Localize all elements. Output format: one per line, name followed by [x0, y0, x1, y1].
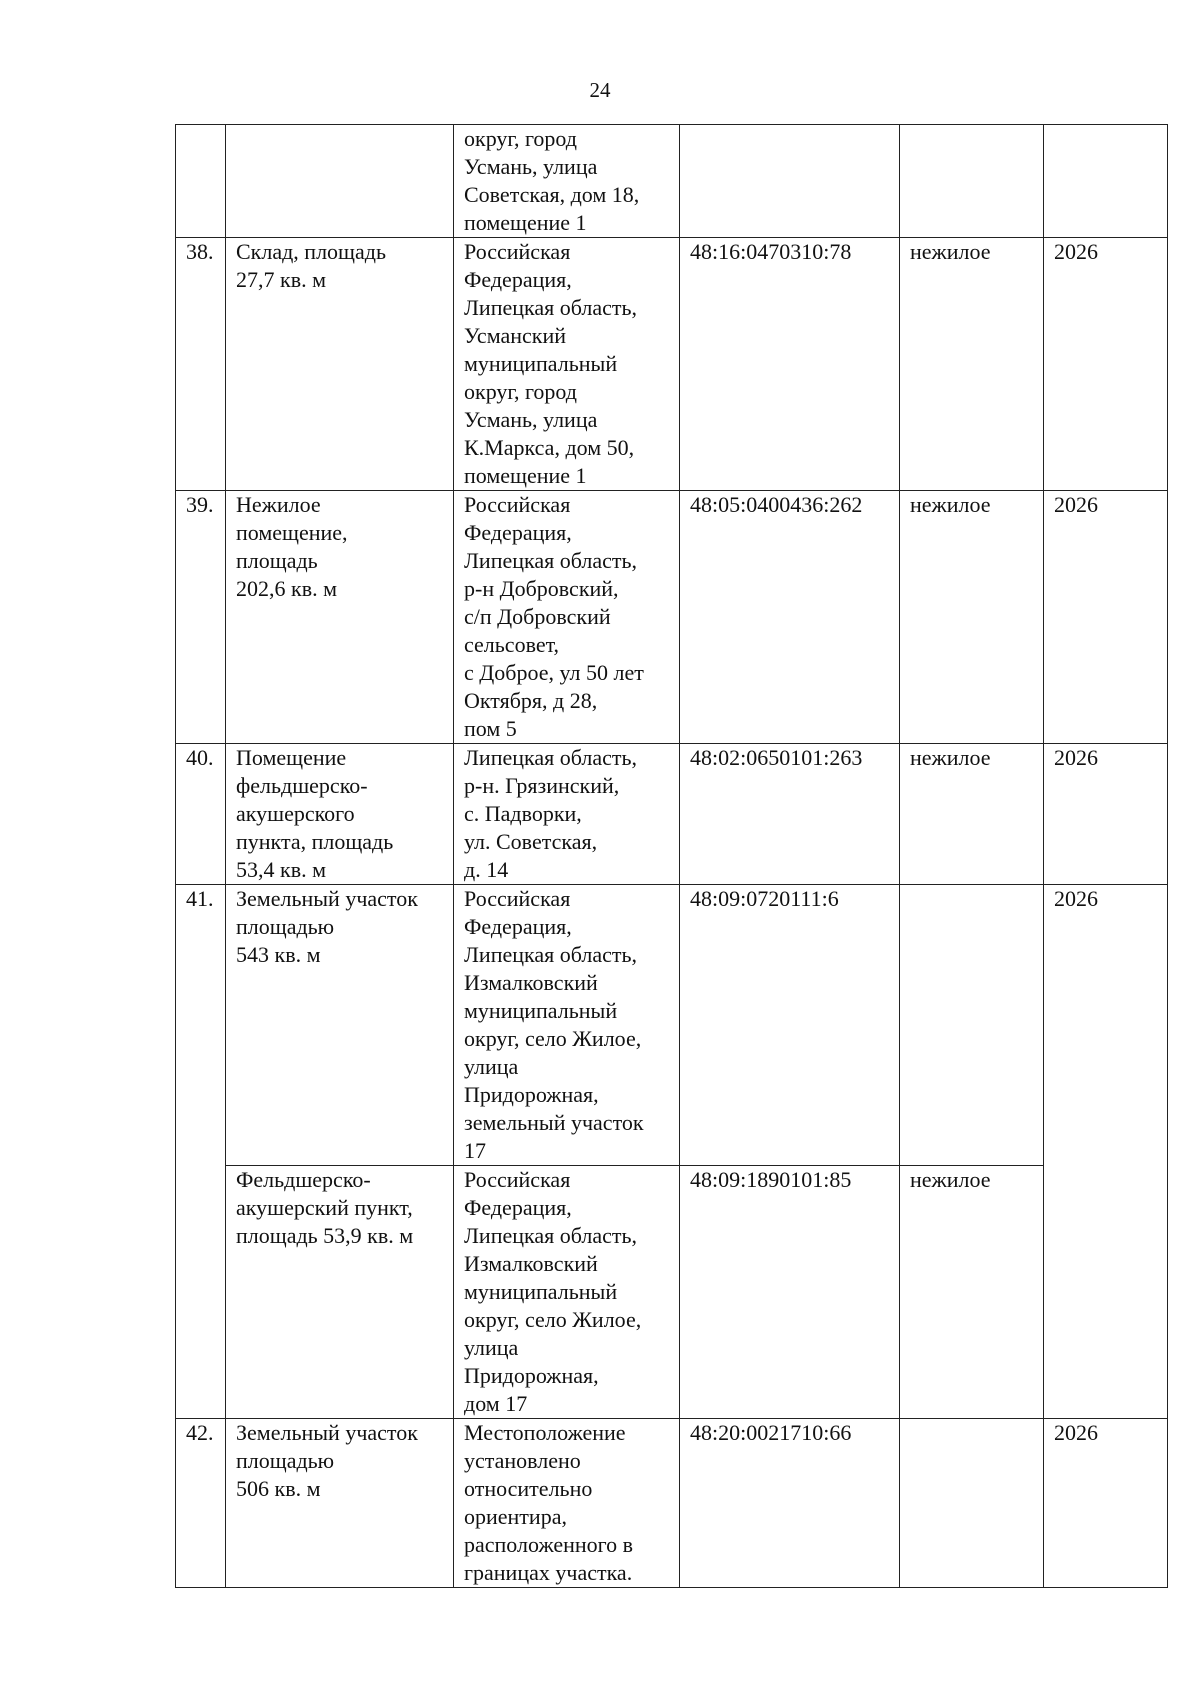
object-name-cell: Земельный участок площадью 543 кв. м	[226, 885, 454, 1166]
year-cell: 2026	[1044, 1419, 1168, 1588]
object-name-cell: Земельный участок площадью 506 кв. м	[226, 1419, 454, 1588]
object-name-cell: Помещение фельдшерско- акушерского пункта, площадь 53,4 кв. м	[226, 744, 454, 885]
table-row	[176, 885, 1168, 1166]
property-table	[175, 124, 1168, 1588]
object-name-cell: Фельдшерско- акушерский пункт, площадь 53,9 кв. м	[226, 1166, 454, 1419]
cadastral-number-cell: 48:05:0400436:262	[680, 491, 900, 744]
cadastral-number-cell: 48:09:1890101:85	[680, 1166, 900, 1419]
table-row	[176, 238, 1168, 491]
table-row	[176, 125, 1168, 238]
address-cell: Российская Федерация, Липецкая область, Измалковский муниципальный округ, село Жилое, улица Придорожная, дом 17	[454, 1166, 680, 1419]
cadastral-number-cell	[680, 125, 900, 238]
object-name-cell: Склад, площадь 27,7 кв. м	[226, 238, 454, 491]
type-cell: нежилое	[900, 238, 1044, 491]
row-number-cell: 42.	[176, 1419, 226, 1588]
address-cell: Липецкая область, р-н. Грязинский, с. Падворки, ул. Советская, д. 14	[454, 744, 680, 885]
table-row	[176, 1166, 1168, 1419]
type-cell: нежилое	[900, 744, 1044, 885]
table-row	[176, 744, 1168, 885]
cadastral-number-cell: 48:02:0650101:263	[680, 744, 900, 885]
table-row	[176, 1419, 1168, 1588]
table-row	[176, 491, 1168, 744]
year-cell: 2026	[1044, 491, 1168, 744]
page-number: 24	[589, 78, 611, 102]
type-cell	[900, 125, 1044, 238]
row-number-cell: 39.	[176, 491, 226, 744]
type-cell	[900, 1419, 1044, 1588]
type-cell	[900, 885, 1044, 1166]
address-cell: Российская Федерация, Липецкая область, р-н Добровский, с/п Добровский сельсовет, с Доброе, ул 50 лет Октября, д 28, пом 5	[454, 491, 680, 744]
cadastral-number-cell: 48:16:0470310:78	[680, 238, 900, 491]
object-name-cell: Нежилое помещение, площадь 202,6 кв. м	[226, 491, 454, 744]
object-name-cell	[226, 125, 454, 238]
address-cell: Местоположение установлено относительно ориентира, расположенного в границах участка.	[454, 1419, 680, 1588]
cadastral-number-cell: 48:20:0021710:66	[680, 1419, 900, 1588]
address-cell: Российская Федерация, Липецкая область, Измалковский муниципальный округ, село Жилое, улица Придорожная, земельный участок 17	[454, 885, 680, 1166]
year-cell: 2026	[1044, 744, 1168, 885]
row-number-cell: 40.	[176, 744, 226, 885]
address-cell: Российская Федерация, Липецкая область, Усманский муниципальный округ, город Усмань, улица К.Маркса, дом 50, помещение 1	[454, 238, 680, 491]
year-cell	[1044, 125, 1168, 238]
year-cell: 2026	[1044, 885, 1168, 1419]
type-cell: нежилое	[900, 491, 1044, 744]
type-cell: нежилое	[900, 1166, 1044, 1419]
row-number-cell	[176, 125, 226, 238]
year-cell: 2026	[1044, 238, 1168, 491]
row-number-cell: 41.	[176, 885, 226, 1419]
address-cell: округ, город Усмань, улица Советская, дом 18, помещение 1	[454, 125, 680, 238]
row-number-cell: 38.	[176, 238, 226, 491]
cadastral-number-cell: 48:09:0720111:6	[680, 885, 900, 1166]
